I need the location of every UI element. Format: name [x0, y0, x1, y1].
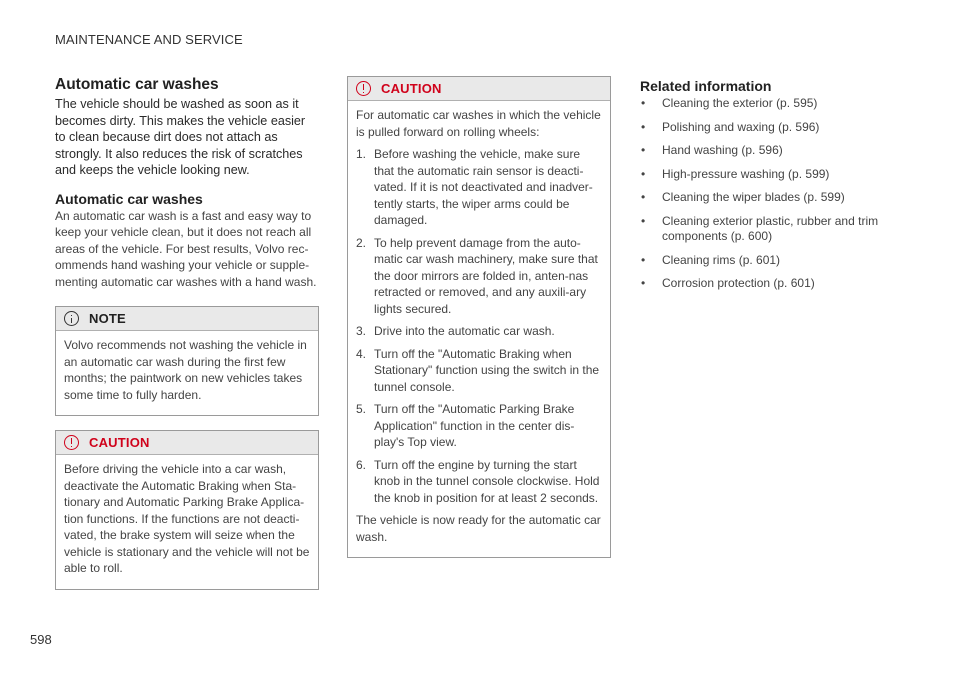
- related-link[interactable]: [640, 143, 910, 159]
- step-number: 2.: [356, 235, 367, 250]
- bullet: •: [641, 96, 646, 110]
- step-text: Turn off the engine by turning the start knob in the tunnel console clockwise. Hold the knob in position for at least 2 seconds.: [374, 457, 600, 505]
- body-paragraph: An automatic car wash is a fast and easy way to keep your vehicle clean, but it does not reach all areas of the vehicle. For best results, Volvo rec-ommends hand washing your vehicle or supple-menting automatic car washes with a hand wash.: [55, 208, 317, 289]
- bullet: •: [641, 252, 646, 267]
- step-item: [356, 457, 602, 507]
- caution-box-steps: [347, 76, 611, 558]
- step-number: 5.: [356, 402, 367, 416]
- bullet: •: [641, 276, 646, 290]
- note-box-body: [56, 331, 318, 415]
- step-item: [356, 146, 602, 229]
- column-left: [55, 76, 319, 604]
- related-link[interactable]: [640, 167, 910, 183]
- step-list: [356, 146, 602, 506]
- related-link[interactable]: [640, 276, 910, 292]
- related-title: Related information: [640, 78, 772, 94]
- step-text: Turn off the "Automatic Braking when Stationary" function using the switch in the tunnel console.: [374, 346, 600, 394]
- step-number: 4.: [356, 346, 367, 361]
- bullet: •: [641, 143, 646, 157]
- step-number: 1.: [356, 147, 367, 161]
- related-link[interactable]: [640, 96, 910, 112]
- step-text: Drive into the automatic car wash.: [374, 324, 555, 338]
- step-text: Turn off the "Automatic Parking Brake Application" function in the center dis-play's Top view.: [374, 402, 575, 449]
- bullet: •: [641, 190, 646, 204]
- related-link-text: Cleaning exterior plastic, rubber and trim components (p. 600): [662, 213, 879, 243]
- warning-icon: [64, 435, 79, 450]
- running-header: MAINTENANCE AND SERVICE: [55, 32, 243, 47]
- step-item: [356, 346, 602, 396]
- related-list: [640, 96, 910, 292]
- related-link-text: High-pressure washing (p. 599): [662, 166, 830, 181]
- caution-box-body: [56, 455, 318, 589]
- note-box: [55, 306, 319, 416]
- caution-box-body: [348, 101, 610, 557]
- column-middle: [347, 76, 611, 572]
- note-box-header: [56, 307, 318, 331]
- caution-intro: For automatic car washes in which the vehicle is pulled forward on rolling wheels:: [356, 108, 601, 139]
- note-label: NOTE: [89, 311, 126, 326]
- related-link[interactable]: [640, 214, 910, 245]
- step-number: 3.: [356, 324, 367, 338]
- related-link[interactable]: [640, 190, 910, 206]
- caution-box-header: [348, 77, 610, 101]
- info-icon: [64, 311, 79, 326]
- related-link[interactable]: [640, 120, 910, 136]
- caution-box-header: [56, 431, 318, 455]
- related-link-text: Cleaning the wiper blades (p. 599): [662, 190, 845, 204]
- step-item: [356, 401, 602, 451]
- warning-icon: [356, 81, 371, 96]
- related-link[interactable]: [640, 253, 910, 269]
- caution-box: [55, 430, 319, 590]
- caution-label: CAUTION: [89, 435, 150, 450]
- caution-label: CAUTION: [381, 81, 442, 96]
- related-link-text: Hand washing (p. 596): [662, 143, 783, 157]
- subsection-title: Automatic car washes: [55, 190, 203, 207]
- step-item: [356, 235, 602, 318]
- related-link-text: Corrosion protection (p. 601): [662, 276, 815, 290]
- page-number: 598: [30, 632, 52, 647]
- step-text: To help prevent damage from the auto-matic car wash machinery, make sure that the door mirrors are folded in, anten-nas retracted or removed, and any auxili-ary lights secured.: [374, 235, 598, 316]
- related-link-text: Polishing and waxing (p. 596): [662, 119, 820, 134]
- related-link-text: Cleaning rims (p. 601): [662, 252, 781, 267]
- column-right: [640, 78, 910, 300]
- section-title: Automatic car washes: [55, 76, 219, 93]
- note-text: Volvo recommends not washing the vehicle in an automatic car wash during the first few months; the paintwork on new vehicles takes some time to fully harden.: [64, 338, 307, 402]
- bullet: •: [641, 119, 646, 134]
- step-text: Before washing the vehicle, make sure that the automatic rain sensor is deacti-vated. If it is not deactivated and inadver-tently starts, the wiper arms could be damaged.: [374, 147, 593, 227]
- bullet: •: [641, 166, 646, 181]
- related-link-text: Cleaning the exterior (p. 595): [662, 96, 818, 110]
- step-item: [356, 323, 602, 340]
- bullet: •: [641, 213, 646, 228]
- caution-text: Before driving the vehicle into a car wash, deactivate the Automatic Braking when Sta-tionary and Automatic Parking Brake Applica-tion functions. If the functions are not deacti-vated, the brake system will seize when the vehicle is stationary and the vehicle will not be able to roll.: [64, 462, 310, 575]
- caution-outro: The vehicle is now ready for the automatic car wash.: [356, 513, 601, 544]
- step-number: 6.: [356, 457, 367, 472]
- intro-paragraph: The vehicle should be washed as soon as it becomes dirty. This makes the vehicle easier to clean because dirt does not attach as strongly. It also reduces the risk of scratches and keeps the vehicle looking new.: [55, 97, 306, 177]
